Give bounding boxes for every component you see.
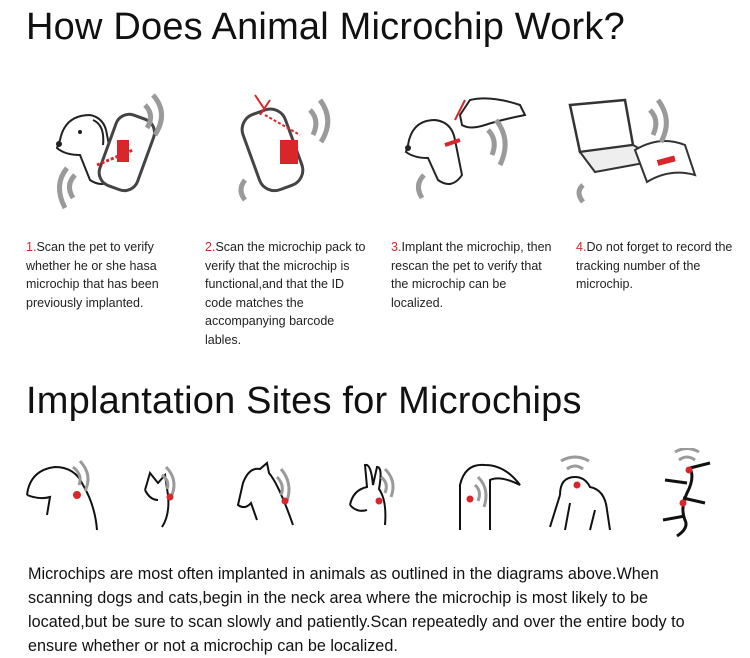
step-number: 2. bbox=[205, 240, 216, 254]
step-text: Do not forget to record the tracking number of the microchip. bbox=[576, 240, 733, 291]
step-4 bbox=[576, 238, 741, 294]
section-title: Implantation Sites for Microchips bbox=[26, 380, 582, 422]
description-paragraph: Microchips are most often implanted in animals as outlined in the diagrams above.When scanning dogs and cats,begin in the neck area where the microchip is most likely to be located,but be sure to scan slowly and patiently.Scan repeatedly and over the entire body to ensure whether or not a microchip can be localized. bbox=[28, 565, 685, 655]
step-text: Scan the microchip pack to verify that the microchip is functional,and that the ID code matches the accompanying barcode lables. bbox=[205, 240, 366, 347]
cat-site-icon bbox=[140, 455, 210, 535]
dog-scan-illustration bbox=[45, 80, 195, 220]
step-number: 4. bbox=[576, 240, 587, 254]
dog-site-icon bbox=[25, 455, 95, 535]
bird-site-icon bbox=[450, 455, 520, 535]
page-title: How Does Animal Microchip Work? bbox=[26, 6, 625, 48]
step-number: 3. bbox=[391, 240, 402, 254]
horse-site-icon bbox=[235, 455, 305, 535]
step-number: 1. bbox=[26, 240, 37, 254]
step-3 bbox=[391, 238, 561, 312]
pack-scan-illustration bbox=[225, 80, 375, 220]
step-text: Scan the pet to verify whether he or she hasa microchip that has been previously implanted. bbox=[26, 240, 159, 310]
laptop-record-illustration bbox=[565, 80, 715, 220]
step-text: Implant the microchip, then rescan the pet to verify that the microchip can be localized. bbox=[391, 240, 552, 310]
monkey-site-icon bbox=[545, 455, 615, 535]
step-1 bbox=[26, 238, 201, 312]
step-2 bbox=[205, 238, 370, 349]
implant-illustration bbox=[400, 80, 550, 220]
rabbit-site-icon bbox=[345, 455, 415, 535]
lizard-site-icon bbox=[655, 448, 725, 538]
